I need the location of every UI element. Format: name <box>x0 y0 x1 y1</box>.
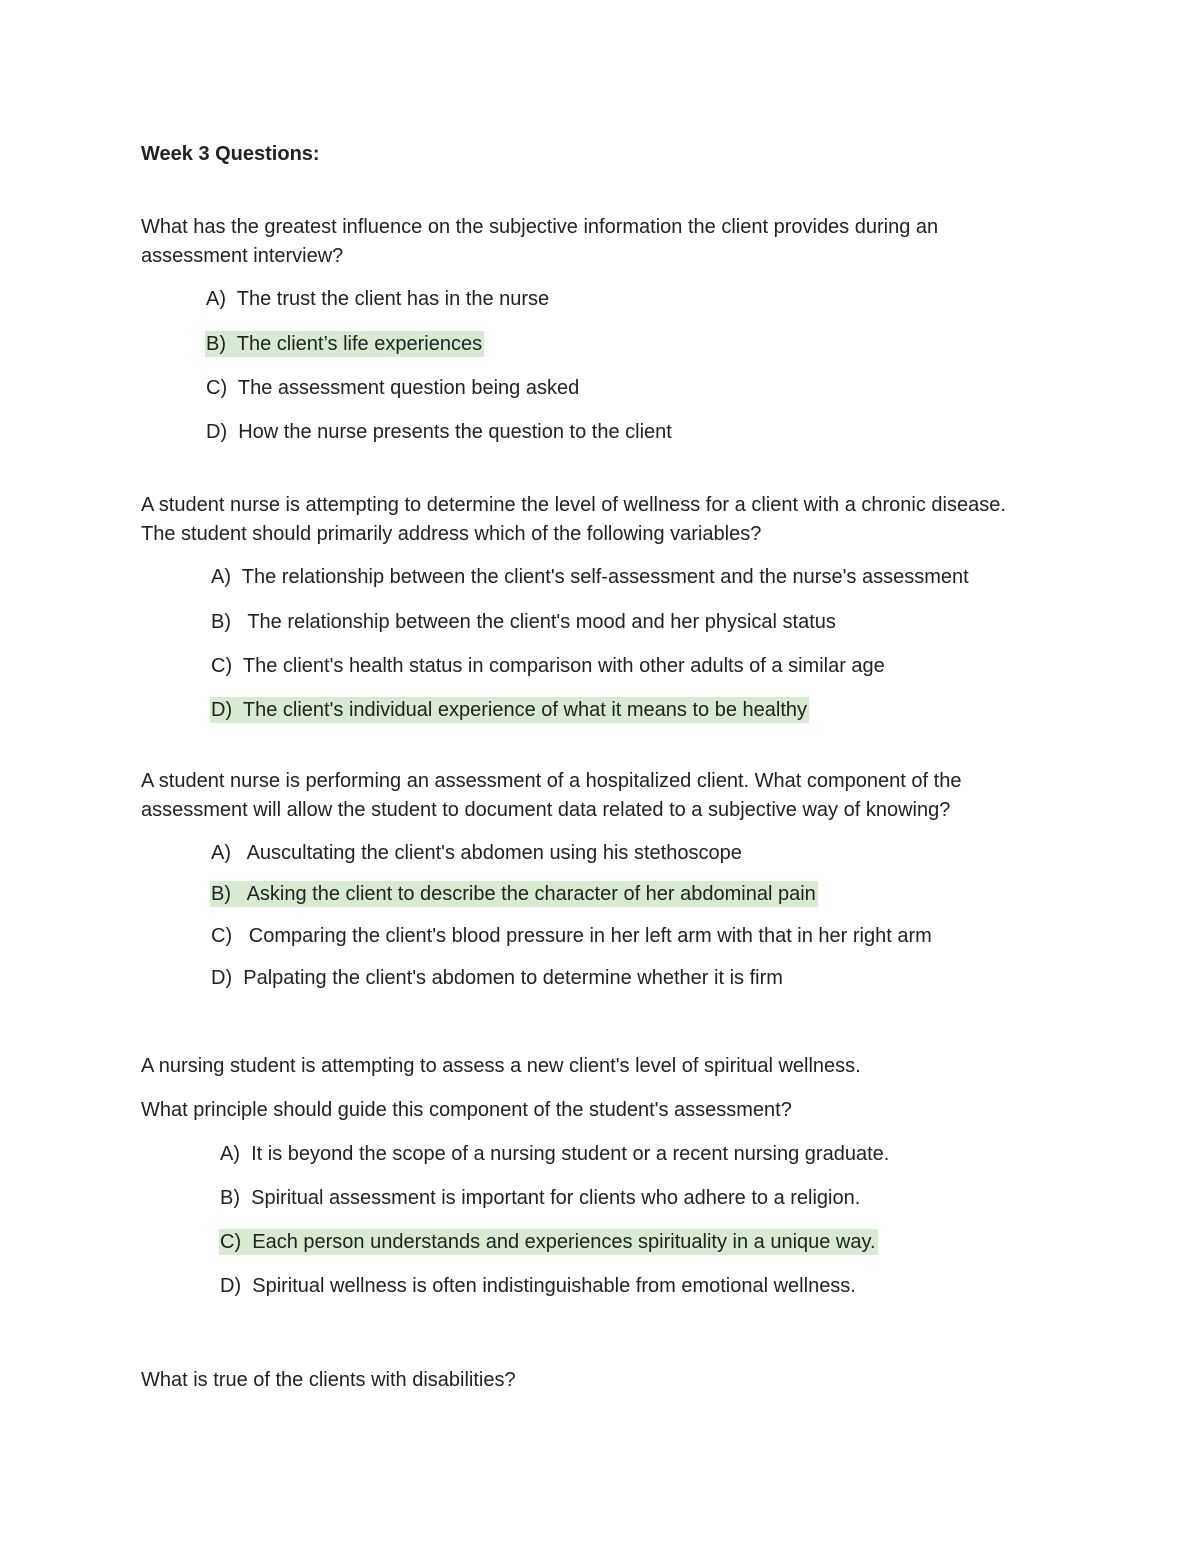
option-text: Comparing the client's blood pressure in her left arm with that in her right arm <box>248 925 932 947</box>
option-text: The client's individual experience of what it means to be healthy <box>242 699 808 721</box>
option-text: The client’s life experiences <box>236 333 483 355</box>
option-text: The client's health status in comparison with other adults of a similar age <box>242 655 885 677</box>
option-letter: D) <box>211 699 233 721</box>
option-letter: A) <box>211 842 231 864</box>
option-text: Palpating the client's abdomen to determine whether it is firm <box>243 967 783 989</box>
question-4-option-a <box>219 1141 891 1167</box>
option-letter: D) <box>206 421 228 443</box>
option-letter: B) <box>211 883 231 905</box>
option-letter: A) <box>206 288 226 310</box>
option-letter: A) <box>211 566 231 588</box>
question-4-stem-continued: What principle should guide this component of the student's assessment? <box>141 1099 792 1121</box>
option-letter: C) <box>211 925 233 947</box>
question-2-option-d-correct <box>210 697 809 723</box>
option-text: It is beyond the scope of a nursing student or a recent nursing graduate. <box>251 1143 890 1165</box>
page-title: Week 3 Questions: <box>141 143 320 165</box>
option-text: Auscultating the client's abdomen using his stethoscope <box>246 842 742 864</box>
option-letter: B) <box>211 611 231 633</box>
option-text: Each person understands and experiences spirituality in a unique way. <box>252 1231 876 1253</box>
question-4-option-b <box>219 1185 862 1211</box>
question-2-option-b <box>210 609 838 635</box>
option-text: Spiritual wellness is often indistinguishable from emotional wellness. <box>252 1275 856 1297</box>
option-text: Asking the client to describe the character of her abdominal pain <box>246 883 816 905</box>
question-1-option-a <box>205 286 551 312</box>
question-5-stem: What is true of the clients with disabilities? <box>141 1369 516 1391</box>
option-text: The relationship between the client's mood and her physical status <box>247 611 836 633</box>
option-text: Spiritual assessment is important for clients who adhere to a religion. <box>251 1187 861 1209</box>
question-3-option-c <box>210 923 934 949</box>
option-letter: C) <box>220 1231 242 1253</box>
option-letter: B) <box>220 1187 240 1209</box>
option-text: The trust the client has in the nurse <box>236 288 550 310</box>
option-letter: D) <box>220 1275 242 1297</box>
question-3-option-d <box>210 965 785 991</box>
question-2-option-a <box>210 564 971 590</box>
question-3-option-a <box>210 840 744 866</box>
option-text: The relationship between the client's self-assessment and the nurse's assessment <box>241 566 969 588</box>
question-1-option-b-correct <box>205 331 484 357</box>
question-4-option-d <box>219 1273 858 1299</box>
option-letter: A) <box>220 1143 240 1165</box>
question-1-option-d <box>205 419 674 445</box>
question-3-stem: A student nurse is performing an assessment of a hospitalized client. What component of the assessment will allow the student to document data related to a subjective way of knowing? <box>141 770 962 821</box>
option-letter: D) <box>211 967 233 989</box>
question-1-stem: What has the greatest influence on the subjective information the client provides during an assessment interview? <box>141 216 939 267</box>
question-2-option-c <box>210 653 887 679</box>
option-letter: C) <box>211 655 233 677</box>
question-2-stem: A student nurse is attempting to determine the level of wellness for a client with a chronic disease. The student should primarily address which of the following variables? <box>141 494 1006 545</box>
question-3-option-b-correct <box>210 881 818 907</box>
option-text: How the nurse presents the question to the client <box>238 421 672 443</box>
option-text: The assessment question being asked <box>237 377 580 399</box>
option-letter: B) <box>206 333 226 355</box>
question-4-option-c-correct <box>219 1229 878 1255</box>
question-1-option-c <box>205 375 581 401</box>
option-letter: C) <box>206 377 228 399</box>
question-4-stem: A nursing student is attempting to assess a new client's level of spiritual wellness. <box>141 1055 861 1077</box>
